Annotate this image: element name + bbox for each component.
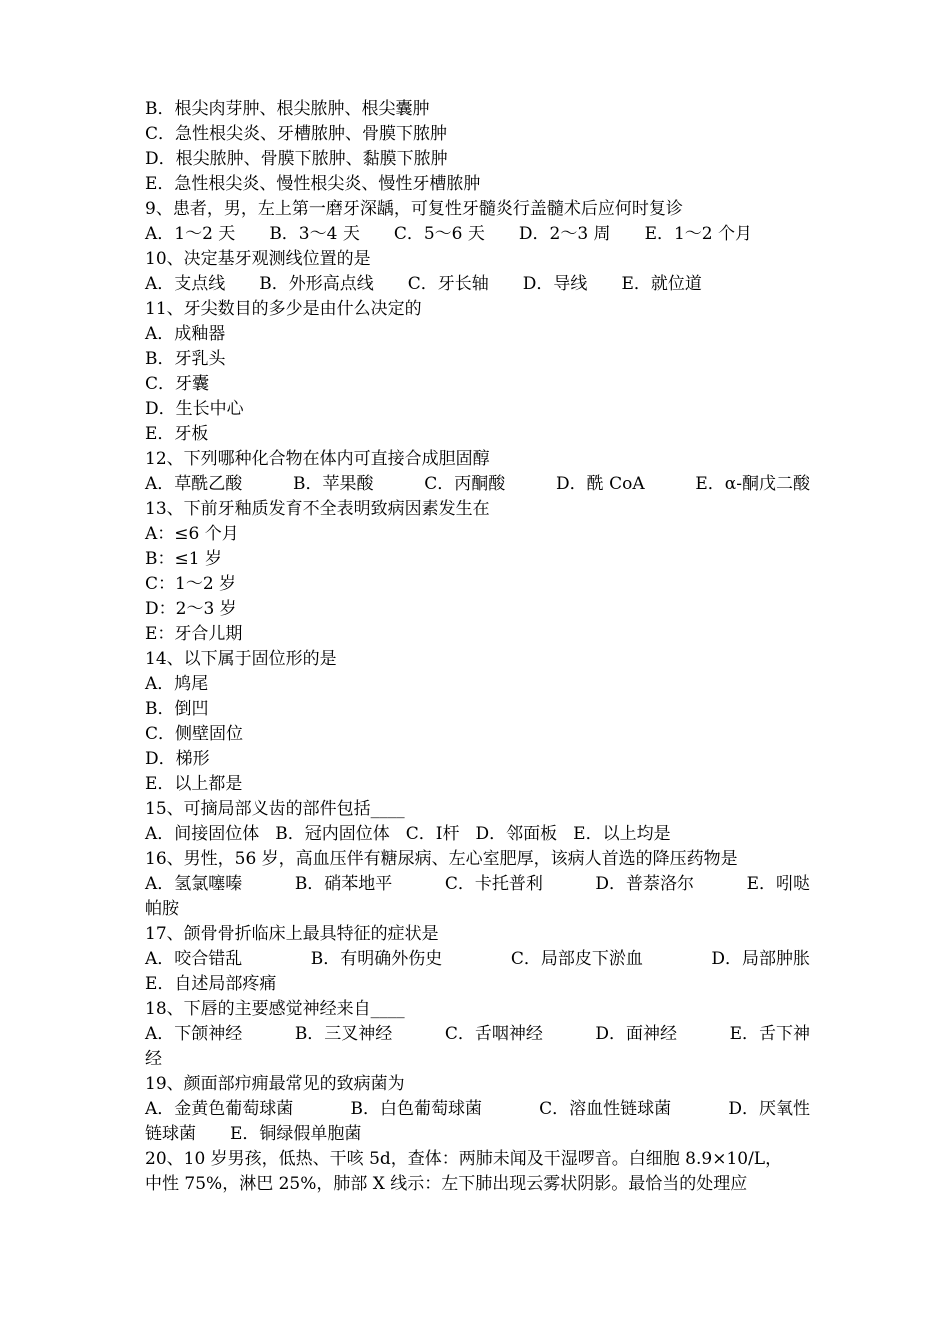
option-c: C．5～6 天 [393, 224, 485, 244]
option-b: B．有明确外伤史 [310, 949, 443, 969]
option-c: C．丙酮酸 [424, 474, 506, 494]
option-c: C．舌咽神经 [444, 1024, 543, 1044]
option-c: C．溶血性链球菌 [539, 1099, 672, 1119]
option-e: E．α-酮戊二酸 [695, 474, 810, 494]
option-b: B．外形高点线 [259, 274, 374, 294]
option-e: E：牙合儿期 [145, 624, 243, 644]
option-line: C．急性根尖炎、牙槽脓肿、骨膜下脓肿 [145, 124, 448, 144]
question-12: 12、下列哪种化合物在体内可直接合成胆固醇 [145, 449, 490, 469]
option-a: A．1～2 天 [145, 224, 236, 244]
exam-questions [145, 97, 810, 1197]
option-a: A．成釉器 [145, 324, 226, 344]
option-c: C．Ⅰ杆 [405, 824, 460, 844]
option-e-continued: 帕胺 [145, 899, 179, 919]
option-line: E．急性根尖炎、慢性根尖炎、慢性牙槽脓肿 [145, 174, 481, 194]
option-b: B：≤1 岁 [145, 549, 222, 569]
option-e: E．铜绿假单胞菌 [230, 1124, 362, 1144]
option-e: E．1～2 个月 [644, 224, 753, 244]
option-a: A：≤6 个月 [145, 524, 239, 544]
question-17-options [145, 947, 810, 972]
option-line: D．根尖脓肿、骨膜下脓肿、黏膜下脓肿 [145, 149, 448, 169]
question-13: 13、下前牙釉质发育不全表明致病因素发生在 [145, 499, 490, 519]
option-a: A．草酰乙酸 [145, 474, 243, 494]
option-a: A．下颌神经 [145, 1024, 243, 1044]
option-c: C．卡托普利 [444, 874, 543, 894]
question-19-options [145, 1097, 810, 1122]
question-19-options-continued [145, 1122, 810, 1147]
question-14: 14、以下属于固位形的是 [145, 649, 337, 669]
option-c: C．局部皮下淤血 [510, 949, 643, 969]
option-d: D．面神经 [595, 1024, 678, 1044]
option-b: B．硝苯地平 [294, 874, 393, 894]
option-c: C．牙长轴 [407, 274, 489, 294]
option-a: A．间接固位体 [145, 824, 260, 844]
question-15-options [145, 822, 810, 847]
option-d: D．梯形 [145, 749, 210, 769]
option-b: B．三叉神经 [294, 1024, 393, 1044]
option-e: E．以上均是 [573, 824, 671, 844]
question-19: 19、颜面部疖痈最常见的致病菌为 [145, 1074, 405, 1094]
option-e: E．牙板 [145, 424, 209, 444]
question-17: 17、颌骨骨折临床上最具特征的症状是 [145, 924, 439, 944]
option-d: D：2～3 岁 [145, 599, 237, 619]
question-20: 20、10 岁男孩，低热、干咳 5d，查体：两肺未闻及干湿啰音。白细胞 8.9×10/L， [145, 1149, 783, 1169]
option-a: A．咬合错乱 [145, 949, 243, 969]
question-15: 15、可摘局部义齿的部件包括____ [145, 799, 405, 819]
option-c: C：1～2 岁 [145, 574, 237, 594]
question-18-options [145, 1022, 810, 1047]
question-12-options [145, 472, 810, 497]
option-d: D．厌氧性 [728, 1099, 810, 1119]
option-c: C．牙囊 [145, 374, 210, 394]
option-d: D．2～3 周 [518, 224, 611, 244]
option-b: B．3～4 天 [269, 224, 360, 244]
option-b: B．苹果酸 [293, 474, 374, 494]
option-d: D．酰 CoA [556, 474, 645, 494]
question-20-continued: 中性 75%，淋巴 25%，肺部 X 线示：左下肺出现云雾状阴影。最恰当的处理应 [145, 1174, 748, 1194]
option-e: E．以上都是 [145, 774, 243, 794]
option-e: E．自述局部疼痛 [145, 974, 277, 994]
option-d: D．局部肿胀 [711, 949, 810, 969]
option-line: B．根尖肉芽肿、根尖脓肿、根尖囊肿 [145, 99, 430, 119]
option-e: E．舌下神 [729, 1024, 810, 1044]
option-d-continued: 链球菌 [145, 1124, 196, 1144]
question-18: 18、下唇的主要感觉神经来自____ [145, 999, 405, 1019]
option-b: B．牙乳头 [145, 349, 226, 369]
option-d: D．导线 [522, 274, 588, 294]
question-10: 10、决定基牙观测线位置的是 [145, 249, 371, 269]
option-a: A．金黄色葡萄球菌 [145, 1099, 294, 1119]
question-16-options [145, 872, 810, 897]
option-c: C．侧壁固位 [145, 724, 244, 744]
question-9: 9、患者，男，左上第一磨牙深龋，可复性牙髓炎行盖髓术后应何时复诊 [145, 199, 683, 219]
option-d: D．生长中心 [145, 399, 244, 419]
option-b: B．倒凹 [145, 699, 209, 719]
option-e: E．就位道 [621, 274, 702, 294]
option-d: D．普萘洛尔 [595, 874, 695, 894]
option-b: B．白色葡萄球菌 [350, 1099, 482, 1119]
option-a: A．氢氯噻嗪 [145, 874, 243, 894]
question-10-options [145, 272, 810, 297]
option-e: E．吲哒 [746, 874, 810, 894]
option-a: A．鸠尾 [145, 674, 209, 694]
question-9-options [145, 222, 810, 247]
question-11: 11、牙尖数目的多少是由什么决定的 [145, 299, 422, 319]
option-a: A．支点线 [145, 274, 226, 294]
option-b: B．冠内固位体 [275, 824, 390, 844]
option-e-continued: 经 [145, 1049, 162, 1069]
option-d: D．邻面板 [475, 824, 558, 844]
question-16: 16、男性，56 岁，高血压伴有糖尿病、左心室肥厚，该病人首选的降压药物是 [145, 849, 738, 869]
